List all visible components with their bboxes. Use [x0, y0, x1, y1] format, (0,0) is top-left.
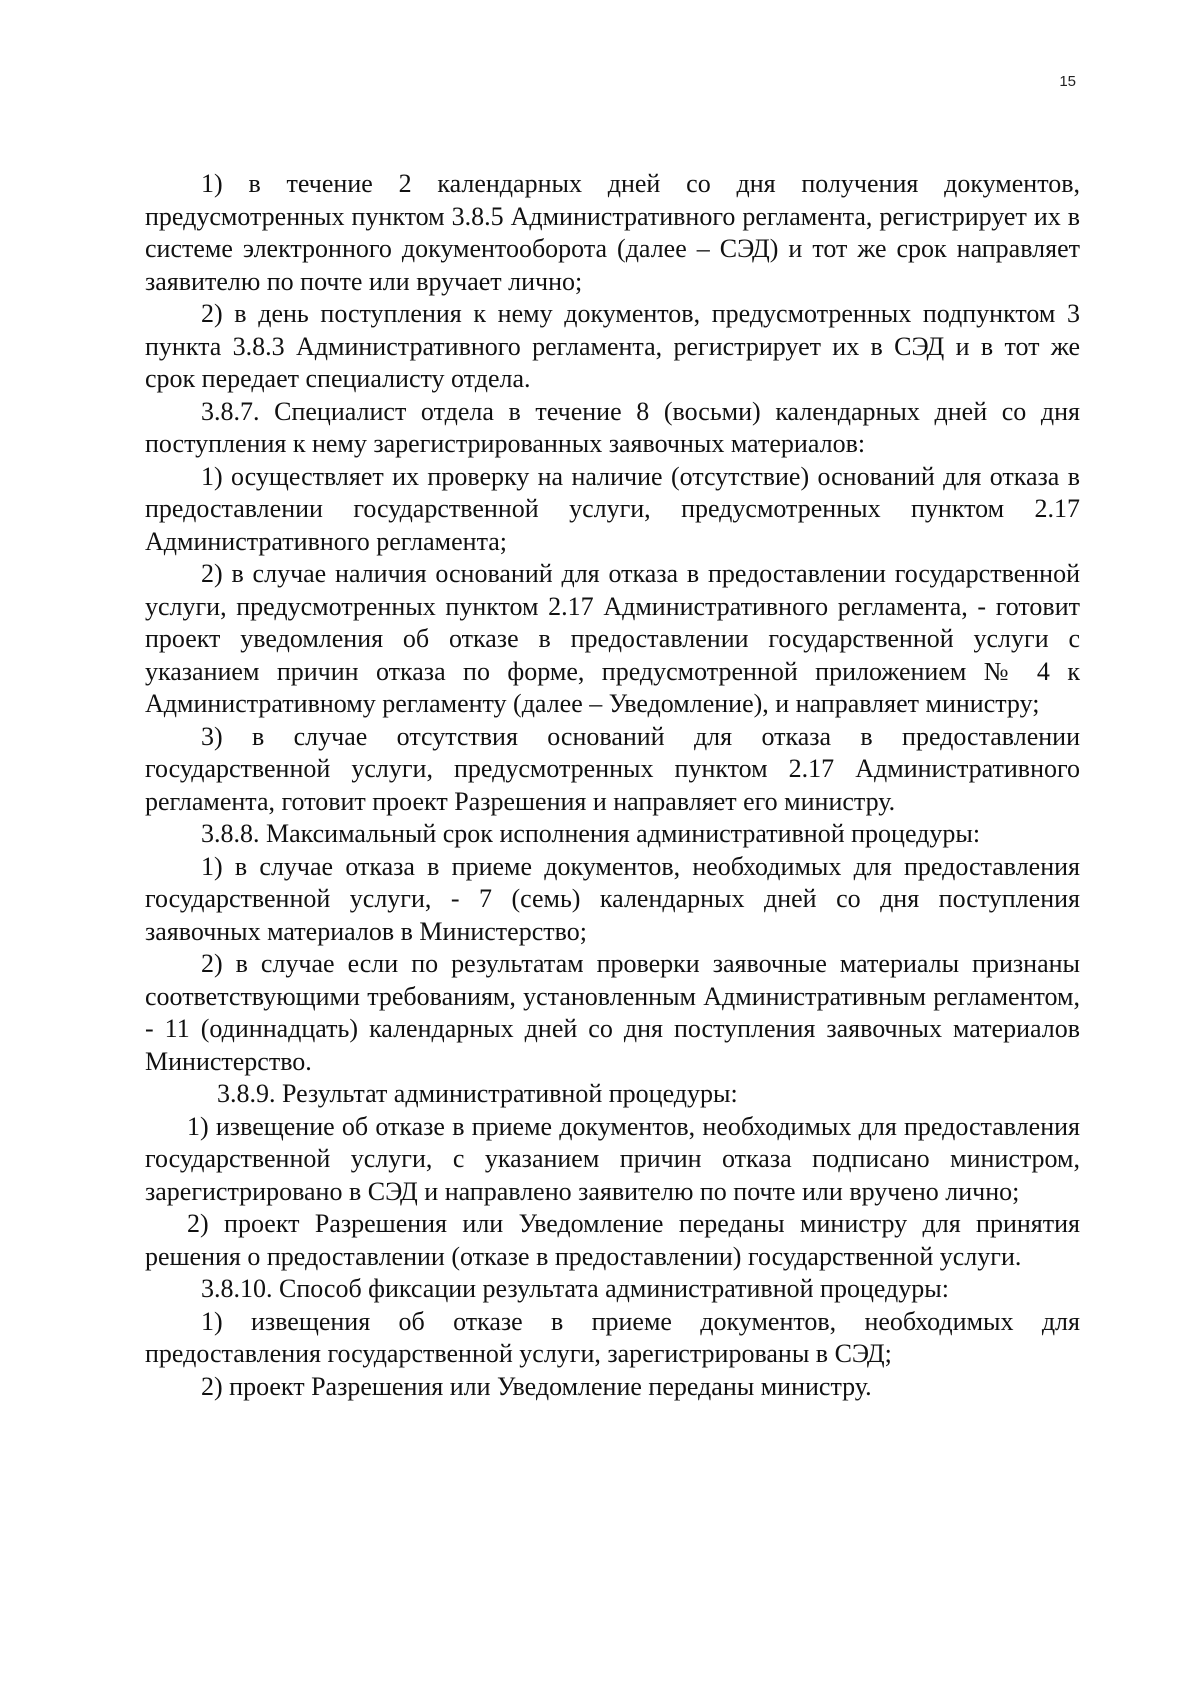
document-body — [145, 168, 1080, 1403]
paragraph-3-8-10: 3.8.10. Способ фиксации результата административной процедуры: — [201, 1274, 949, 1303]
paragraph-3-8-10-item-2: 2) проект Разрешения или Уведомление переданы министру. — [201, 1371, 872, 1401]
paragraph-3-8-8-item-1: 1) в случае отказа в приеме документов, необходимых для предоставления государственной услуги, - 7 (семь) календарных дней со дня поступления заявочных материалов в Министерство; — [145, 851, 1080, 946]
paragraph-registration-2-days: 1) в течение 2 календарных дней со дня получения документов, предусмотренных пунктом 3.8.5 Административного регламента, регистрирует их в системе электронного документооборота (далее – СЭД) и тот же срок направляет заявителю по почте или вручает лично; — [145, 169, 1080, 296]
paragraph-3-8-7-item-1: 1) осуществляет их проверку на наличие (отсутствие) оснований для отказа в предоставлении государственной услуги, предусмотренных пунктом 2.17 Административного регламента; — [145, 461, 1080, 556]
paragraph-3-8-9-item-2: 2) проект Разрешения или Уведомление переданы министру для принятия решения о предоставлении (отказе в предоставлении) государственной услуги. — [145, 1209, 1080, 1271]
paragraph-3-8-7: 3.8.7. Специалист отдела в течение 8 (восьми) календарных дней со дня поступления к нему зарегистрированных заявочных материалов: — [145, 396, 1080, 458]
paragraph-3-8-7-item-2: 2) в случае наличия оснований для отказа в предоставлении государственной услуги, предусмотренных пунктом 2.17 Административного регламента, - готовит проект уведомления об отказе в предоставлении государственной услуги с указанием причин отказа по форме, предусмотренной приложением № 4 к Административному регламенту (далее – Уведомление), и направляет министру; — [145, 559, 1080, 718]
paragraph-3-8-7-item-3: 3) в случае отсутствия оснований для отказа в предоставлении государственной услуги, предусмотренных пунктом 2.17 Административного регламента, готовит проект Разрешения и направляет его министру. — [145, 721, 1080, 816]
paragraph-registration-same-day: 2) в день поступления к нему документов, предусмотренных подпунктом 3 пункта 3.8.3 Административного регламента, регистрирует их в СЭД и в тот же срок передает специалисту отдела. — [145, 299, 1080, 393]
paragraph-3-8-9-item-1: 1) извещение об отказе в приеме документов, необходимых для предоставления государственной услуги, с указанием причин отказа подписано министром, зарегистрировано в СЭД и направлено заявителю по почте или вручено лично; — [145, 1111, 1080, 1206]
paragraph-3-8-8-item-2: 2) в случае если по результатам проверки заявочные материалы признаны соответствующими требованиям, установленным Административным регламентом, - 11 (одиннадцать) календарных дней со дня поступления заявочных материалов Министерство. — [145, 949, 1080, 1076]
paragraph-3-8-9: 3.8.9. Результат административной процедуры: — [217, 1079, 738, 1108]
paragraph-3-8-8: 3.8.8. Максимальный срок исполнения административной процедуры: — [201, 819, 981, 848]
paragraph-3-8-10-item-1: 1) извещения об отказе в приеме документов, необходимых для предоставления государственной услуги, зарегистрированы в СЭД; — [145, 1306, 1080, 1368]
page-number: 15 — [1059, 73, 1076, 90]
